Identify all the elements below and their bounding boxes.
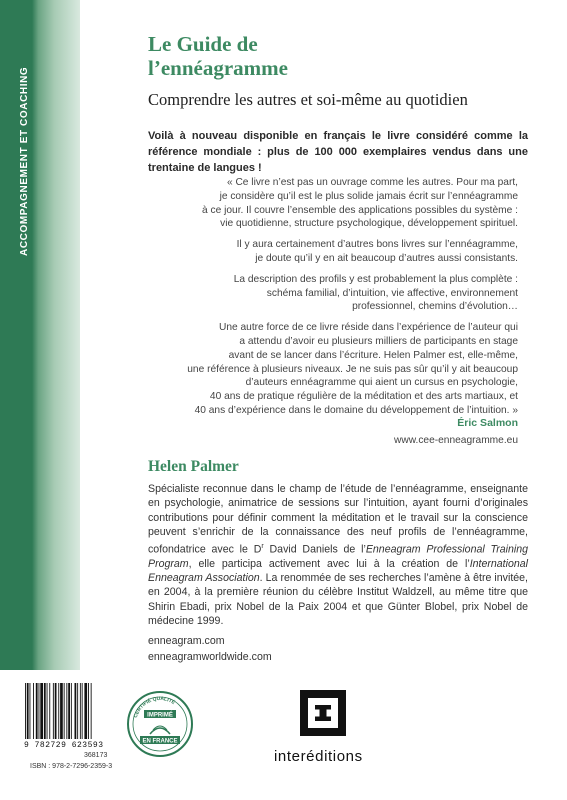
- title-line-1: Le Guide de: [148, 32, 258, 56]
- quote-line: Une autre force de ce livre réside dans l’expérience de l’auteur qui: [218, 322, 518, 334]
- bio-text: . La renommée de ses recherches l’amène à être invitée, en 2004, à la première réunion du célèbre Institut Waldzell, au même titre que Shirin Ebadi, prix Nobel de la Paix 2004 et que Günter Blobel, prix Nobel de médecine 1999.: [148, 571, 528, 628]
- bio-text: r: [261, 542, 264, 550]
- author-bio: [148, 482, 528, 629]
- spine-band: [0, 0, 80, 670]
- quote-line: je considère qu’il est le plus solide jamais écrit sur l’ennéagramme: [219, 190, 518, 202]
- quote-paragraph: [148, 176, 518, 231]
- testimonial-signature: Éric Salmon: [457, 417, 518, 429]
- title-line-2: l’ennéagramme: [148, 56, 288, 80]
- quote-paragraph: [148, 321, 518, 418]
- quote-line: d’auteurs ennéagramme qui aient un cursus en psychologie,: [245, 377, 518, 389]
- publisher-logo-icon: [298, 688, 348, 738]
- bio-text: Spécialiste reconnue dans le champ de l’étude de l’ennéagramme, enseignante en psychologie, animatrice de sessions sur l’intuition, ayant fourni d’originales contributions pour définir comment la méditation et le travail sur la conscience peuvent s’enrichir de la connaissance des neuf profils de l’ennéagramme, cofondatrice avec le D: [148, 483, 528, 556]
- bio-italic-text: Enneagram Professional Training Program: [148, 543, 528, 570]
- quote-line: je doute qu’il y en ait beaucoup d’autres aussi consistants.: [255, 252, 518, 264]
- quote-line: professionnel, chemins d’évolution…: [352, 301, 518, 313]
- intro-text: Voilà à nouveau disponible en français le livre considéré comme la référence mondiale : plus de 100 000 exemplaires vendus dans une trentaine de langues !: [148, 130, 528, 174]
- isbn-text: ISBN : 978-2-7296-2359-3: [30, 763, 113, 770]
- quote-line: schéma familial, d’intuition, vie affective, environnement: [266, 287, 518, 299]
- quote-line: à ce jour. Il couvre l’ensemble des applications possibles du système :: [202, 204, 518, 216]
- quote-line: Il y aura certainement d’autres bons livres sur l’ennéagramme,: [236, 239, 518, 251]
- seal-top-text: IMPRIMÉ: [147, 712, 173, 719]
- barcode-icon: [23, 683, 119, 739]
- quote-line: 40 ans de pratique régulière de la méditation et des arts martiaux, et: [209, 391, 518, 403]
- quote-line: La description des profils y est probablement la plus complète :: [233, 273, 518, 285]
- author-name: Helen Palmer: [148, 458, 239, 475]
- quote-line: vie quotidienne, structure psychologique, développement spirituel.: [220, 218, 518, 230]
- quote-line: a attendu d’avoir eu plusieurs milliers de participants en stage: [239, 335, 518, 347]
- quote-paragraph: [148, 273, 518, 314]
- barcode-number: 9 782729 623593: [24, 741, 104, 750]
- publisher-name: interéditions: [274, 748, 363, 765]
- author-link-2[interactable]: enneagramworldwide.com: [148, 651, 272, 663]
- book-title: [148, 32, 288, 80]
- book-subtitle: Comprendre les autres et soi-même au quotidien: [148, 90, 468, 109]
- printed-in-france-seal-icon: [126, 690, 194, 758]
- testimonial-quote: [148, 176, 518, 425]
- seal-bottom-text: EN FRANCE: [142, 738, 178, 745]
- testimonial-website: www.cee-enneagramme.eu: [393, 435, 518, 446]
- bio-text: David Daniels de l’: [263, 543, 366, 556]
- quote-line: une référence à plusieurs niveaux. Je ne suis pas sûr qu’il y ait beaucoup: [187, 363, 518, 375]
- quote-line: « Ce livre n’est pas un ouvrage comme les autres. Pour ma part,: [226, 177, 518, 188]
- spine-label: ACCOMPAGNEMENT ET COACHING: [19, 66, 30, 256]
- bio-text: , elle participa activement avec lui à la création de l’: [188, 557, 470, 570]
- quote-line: 40 ans d’expérience dans le domaine du développement de l’intuition. »: [194, 404, 518, 416]
- author-link-1[interactable]: enneagram.com: [148, 635, 225, 647]
- product-code: 368173: [84, 752, 108, 759]
- bio-italic-text: International Enneagram Association: [148, 557, 528, 584]
- seal-ring-text: CERTIFIÉ QUALITÉ: [132, 695, 176, 719]
- quote-paragraph: [148, 238, 518, 266]
- quote-line: avant de se lancer dans l’écriture. Helen Palmer est, elle-même,: [228, 349, 518, 361]
